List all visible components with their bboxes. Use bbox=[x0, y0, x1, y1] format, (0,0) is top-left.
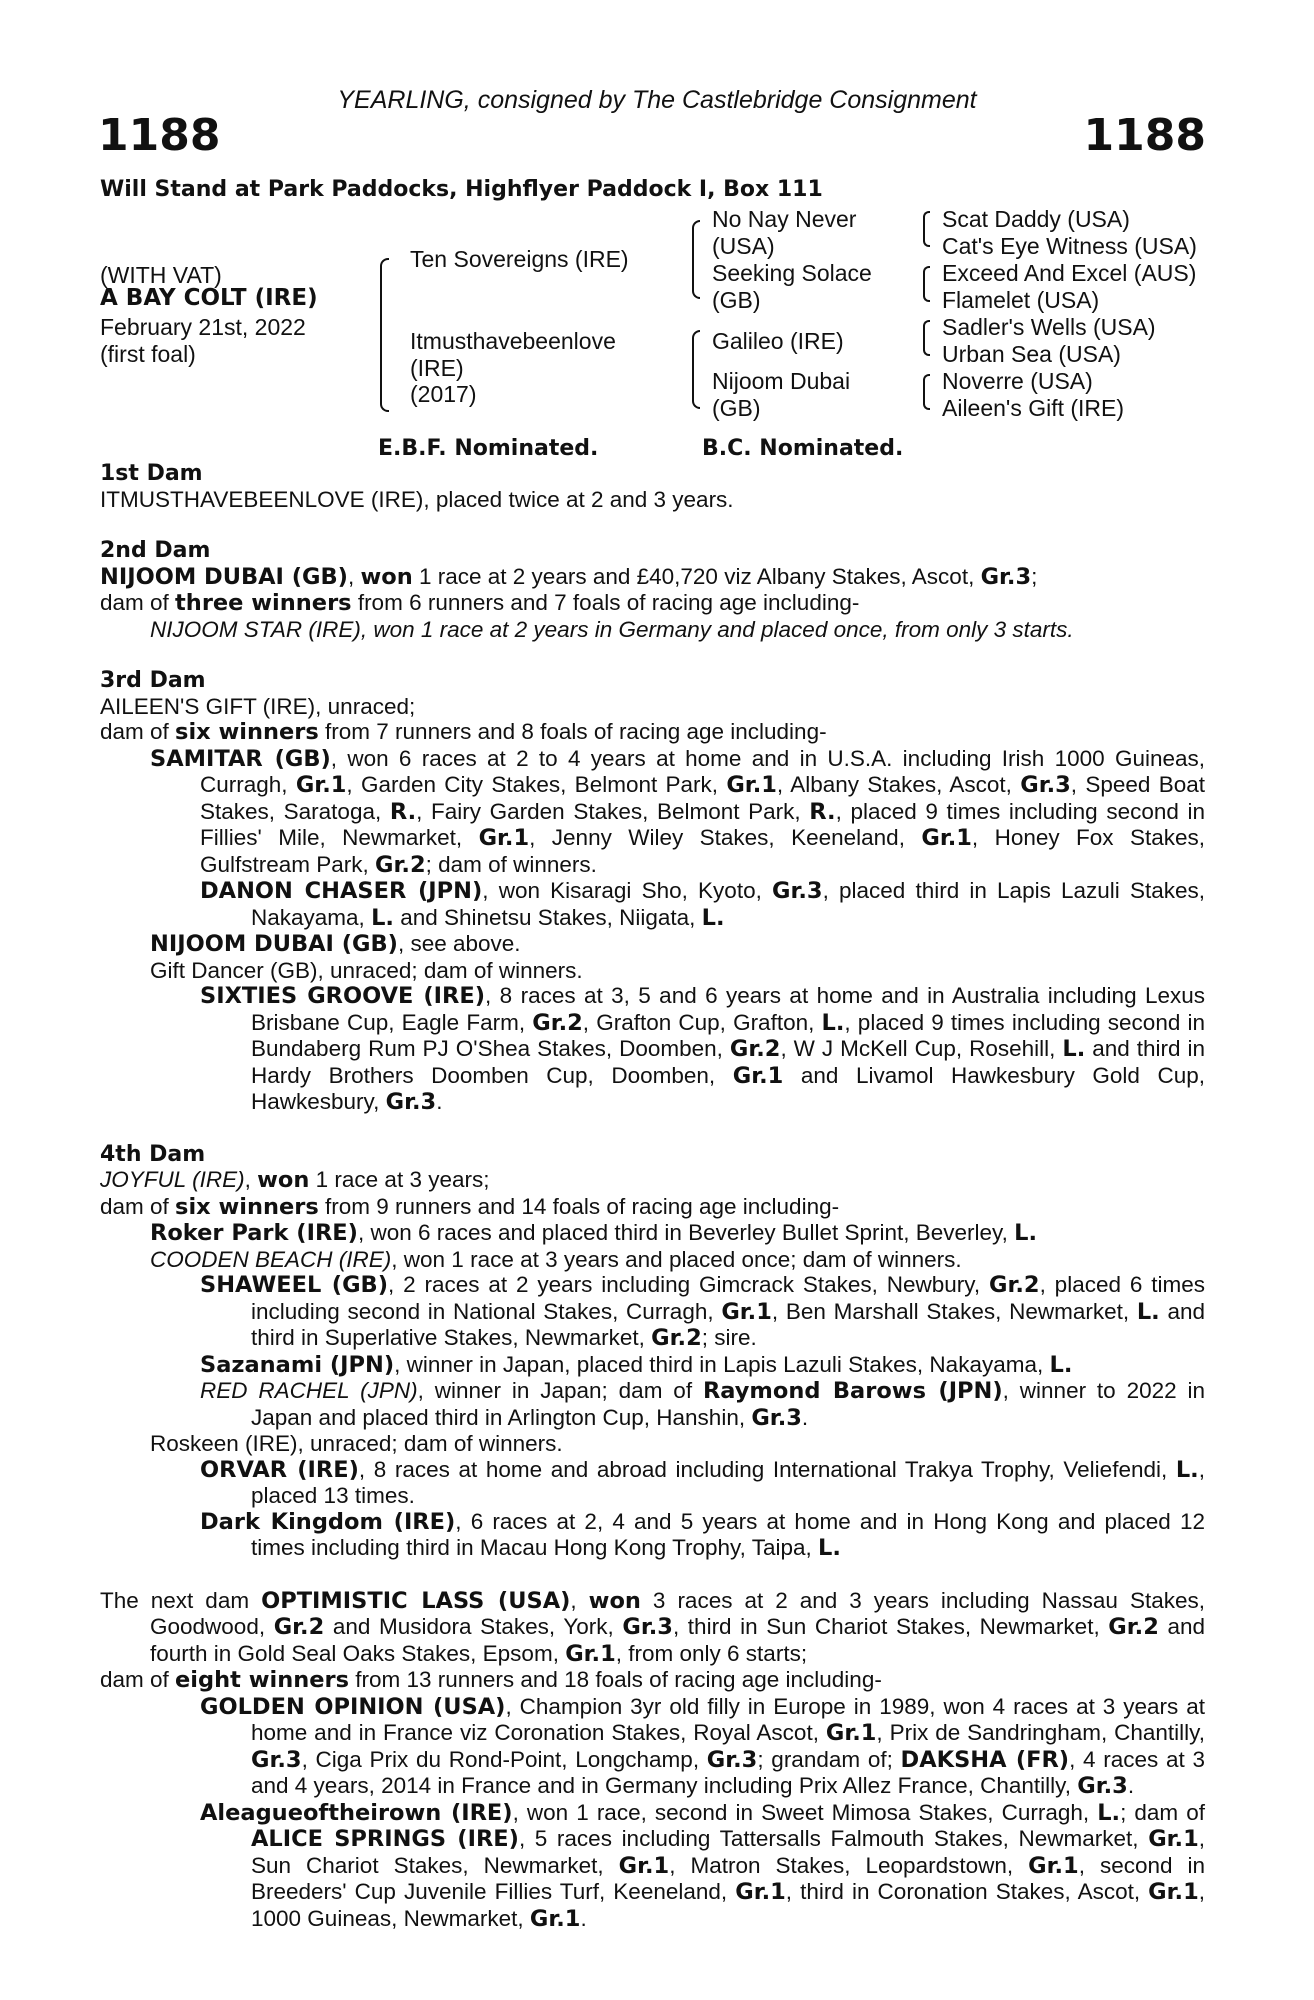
roker-entry: Roker Park (IRE), won 6 races and placed third in Beverley Bullet Sprint, Beverley, L. bbox=[150, 1220, 1037, 1246]
next-dam-line2: dam of eight winners from 13 runners and 18 foals of racing age including- bbox=[100, 1667, 882, 1693]
ggp-7: Noverre (USA) bbox=[942, 368, 1093, 394]
second-dam-line2: dam of three winners from 6 runners and 7 foals of racing age including- bbox=[100, 590, 860, 616]
ggp-2: Cat's Eye Witness (USA) bbox=[942, 233, 1197, 259]
ggp-1: Scat Daddy (USA) bbox=[942, 206, 1130, 232]
sire-name: Ten Sovereigns (IRE) bbox=[410, 246, 629, 272]
golden-opinion-entry: GOLDEN OPINION (USA), Champion 3yr old filly in Europe in 1989, won 4 races at 3 years at home and in France viz Coronation Stakes, Royal Ascot, Gr.1, Prix de Sandringham, Chantilly, Gr.3, Ciga Prix du Rond-Point, Longchamp, Gr.3; grandam of; DAKSHA (FR), 4 races at 3 and 4 years, 2014 in France and in Germany including Prix Allez France, Chantilly, Gr.3. bbox=[200, 1693, 1205, 1799]
third-dam-line2: dam of six winners from 7 runners and 8 foals of racing age including- bbox=[100, 719, 827, 745]
roskeen-entry: Roskeen (IRE), unraced; dam of winners. bbox=[150, 1431, 563, 1456]
brace-sire bbox=[692, 220, 700, 299]
won-label: won bbox=[360, 563, 413, 590]
third-dam-heading: 3rd Dam bbox=[100, 668, 206, 693]
ggp-5: Sadler's Wells (USA) bbox=[942, 314, 1156, 340]
brace-dd bbox=[923, 374, 930, 410]
fourth-dam-line2: dam of six winners from 9 runners and 14 foals of racing age including- bbox=[100, 1193, 840, 1220]
sazanami-entry: Sazanami (JPN), winner in Japan, placed third in Lapis Lazuli Stakes, Nakayama, L. bbox=[200, 1351, 1073, 1378]
ggp-4: Flamelet (USA) bbox=[942, 287, 1100, 313]
third-dam-line1: AILEEN'S GIFT (IRE), unraced; bbox=[100, 693, 416, 719]
brace-main bbox=[380, 258, 389, 412]
dam-dam-line2: (GB) bbox=[712, 395, 761, 421]
dark-kingdom-entry: Dark Kingdom (IRE), 6 races at 2, 4 and 5 years at home and in Hong Kong and placed 12 times including third in Macau Hong Kong Trophy, Taipa, L. bbox=[200, 1508, 1205, 1561]
sire-dam-line2: (GB) bbox=[712, 287, 761, 313]
dam-name-line1: Itmusthavebeenlove bbox=[410, 328, 616, 354]
second-dam-produce: NIJOOM STAR (IRE), won 1 race at 2 years in Germany and placed once, from only 3 starts. bbox=[150, 616, 1074, 642]
sire-sire-line1: No Nay Never bbox=[712, 206, 857, 232]
dam-name-line2: (IRE) bbox=[410, 355, 464, 381]
bc-nomination: B.C. Nominated. bbox=[702, 436, 904, 461]
danon-entry: DANON CHASER (JPN), won Kisaragi Sho, Kyoto, Gr.3, placed third in Lapis Lazuli Stakes, Nakayama, L. and Shinetsu Stakes, Niigata, L. bbox=[200, 878, 1205, 931]
sixties-entry: SIXTIES GROOVE (IRE), 8 races at 3, 5 and 6 years at home and in Australia including Lexus Brisbane Cup, Eagle Farm, Gr.2, Grafton Cup, Grafton, L., placed 9 times including second in Bundaberg Rum PJ O'Shea Stakes, Doomben, Gr.2, W J McKell Cup, Rosehill, L. and third in Hardy Brothers Doomben Cup, Doomben, Gr.1 and Livamol Hawkesbury Gold Cup, Hawkesbury, Gr.3. bbox=[200, 983, 1206, 1115]
aleague-entry: Aleagueoftheirown (IRE), won 1 race, second in Sweet Mimosa Stakes, Curragh, L.; dam of ALICE SPRINGS (IRE), 5 races including Tattersalls Falmouth Stakes, Newmarket, Gr.1, Sun Chariot Stakes, Newmarket, Gr.1, Matron Stakes, Leopardstown, Gr.1, second in Breeders' Cup Juvenile Fillies Turf, Keeneland, Gr.1, third in Coronation Stakes, Ascot, Gr.1, 1000 Guineas, Newmarket, Gr.1. bbox=[200, 1799, 1206, 1932]
foaling-date: February 21st, 2022 bbox=[100, 314, 306, 340]
dam-name: NIJOOM DUBAI (GB) bbox=[100, 563, 348, 590]
dam-sire: Galileo (IRE) bbox=[712, 328, 844, 354]
ebf-nomination: E.B.F. Nominated. bbox=[378, 436, 599, 461]
brace-dam bbox=[692, 330, 700, 409]
first-dam-heading: 1st Dam bbox=[100, 461, 203, 486]
lot-number-left: 1188 bbox=[98, 110, 221, 161]
ggp-8: Aileen's Gift (IRE) bbox=[942, 395, 1125, 421]
brace-sd bbox=[923, 266, 930, 302]
dam-dam-line1: Nijoom Dubai bbox=[712, 368, 851, 394]
brace-ds bbox=[923, 320, 930, 356]
dam-year: (2017) bbox=[410, 381, 477, 407]
second-dam-heading: 2nd Dam bbox=[100, 538, 211, 563]
dam-history bbox=[100, 461, 1205, 1932]
consignment-line: YEARLING, consigned by The Castlebridge Consignment bbox=[337, 86, 977, 114]
red-rachel-entry: RED RACHEL (JPN), winner in Japan; dam of Raymond Barows (JPN), winner to 2022 in Japan and placed third in Arlington Cup, Hanshin, Gr.3. bbox=[200, 1378, 1205, 1431]
brace-ss bbox=[923, 211, 930, 247]
vat-note: (WITH VAT) bbox=[100, 262, 222, 288]
first-dam-text: ITMUSTHAVEBEENLOVE (IRE), placed twice at 2 and 3 years. bbox=[100, 486, 734, 512]
fourth-dam-line1: JOYFUL (IRE), won 1 race at 3 years; bbox=[100, 1167, 490, 1193]
ggp-3: Exceed And Excel (AUS) bbox=[942, 260, 1197, 286]
horse-name: A BAY COLT (IRE) bbox=[100, 285, 318, 311]
lot-number-right: 1188 bbox=[1083, 110, 1206, 161]
fourth-dam-heading: 4th Dam bbox=[100, 1141, 206, 1167]
nijoom-entry: NIJOOM DUBAI (GB), see above. bbox=[150, 931, 521, 957]
gift-dancer-entry: Gift Dancer (GB), unraced; dam of winners. bbox=[150, 957, 583, 983]
stand-location: Will Stand at Park Paddocks, Highflyer Paddock I, Box 111 bbox=[100, 177, 823, 202]
samitar-entry: SAMITAR (GB), won 6 races at 2 to 4 years at home and in U.S.A. including Irish 1000 Guineas, Curragh, Gr.1, Garden City Stakes, Belmont Park, Gr.1, Albany Stakes, Ascot, Gr.3, Speed Boat Stakes, Saratoga, R., Fairy Garden Stakes, Belmont Park, R., placed 9 times including second in Fillies' Mile, Newmarket, Gr.1, Jenny Wiley Stakes, Keeneland, Gr.1, Honey Fox Stakes, Gulfstream Park, Gr.2; dam of winners. bbox=[150, 745, 1206, 878]
foal-note: (first foal) bbox=[100, 341, 196, 367]
orvar-entry: ORVAR (IRE), 8 races at home and abroad including International Trakya Trophy, Veliefendi, L., placed 13 times. bbox=[200, 1456, 1205, 1508]
sire-dam-line1: Seeking Solace bbox=[712, 260, 872, 286]
ggp-6: Urban Sea (USA) bbox=[942, 341, 1121, 367]
second-dam-line1: NIJOOM DUBAI (GB), won 1 race at 2 years and £40,720 viz Albany Stakes, Ascot, Gr.3; bbox=[100, 563, 1038, 590]
cooden-entry: COODEN BEACH (IRE), won 1 race at 3 years and placed once; dam of winners. bbox=[150, 1246, 962, 1272]
next-dam-entry: The next dam OPTIMISTIC LASS (USA), won 3 races at 2 and 3 years including Nassau Stakes, Goodwood, Gr.2 and Musidora Stakes, York, Gr.3, third in Sun Chariot Stakes, Newmarket, Gr.2 and fourth in Gold Seal Oaks Stakes, Epsom, Gr.1, from only 6 starts; bbox=[100, 1587, 1205, 1667]
shaweel-entry: SHAWEEL (GB), 2 races at 2 years including Gimcrack Stakes, Newbury, Gr.2, placed 6 times including second in National Stakes, Curragh, Gr.1, Ben Marshall Stakes, Newmarket, L. and third in Superlative Stakes, Newmarket, Gr.2; sire. bbox=[200, 1272, 1206, 1351]
sire-sire-line2: (USA) bbox=[712, 233, 775, 259]
